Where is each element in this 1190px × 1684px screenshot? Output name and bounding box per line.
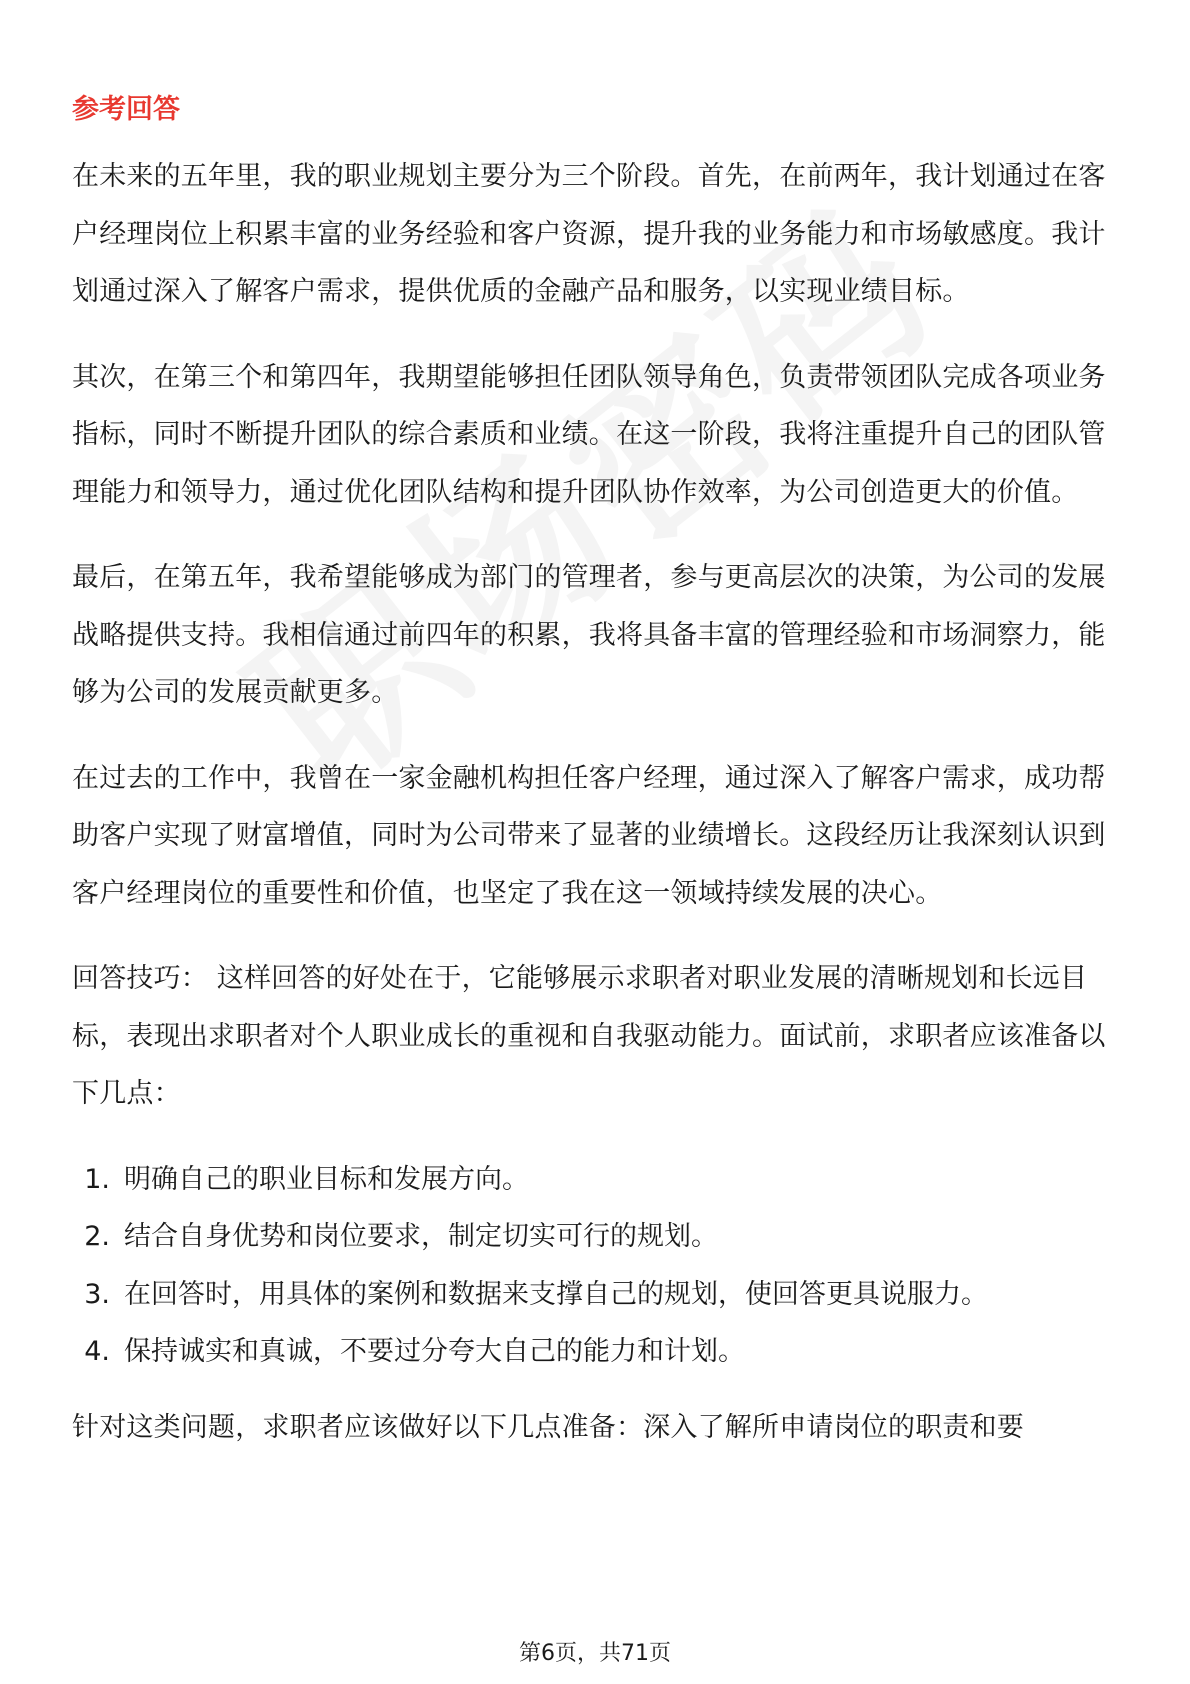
list-item-text: 结合自身优势和岗位要求，制定切实可行的规划。 bbox=[124, 1221, 718, 1252]
page-content bbox=[72, 90, 1122, 1484]
list-item-number: 4. bbox=[84, 1336, 110, 1367]
paragraph-4: 在过去的工作中，我曾在一家金融机构担任客户经理，通过深入了解客户需求，成功帮助客户实现了财富增值，同时为公司带来了显著的业绩增长。这段经历让我深刻认识到客户经理岗位的重要性和价值，也坚定了我在这一领域持续发展的决心。 bbox=[72, 762, 1106, 909]
list-item-number: 1. bbox=[84, 1163, 110, 1195]
list-item bbox=[72, 1266, 1122, 1324]
paragraph-2: 其次，在第三个和第四年，我期望能够担任团队领导角色，负责带领团队完成各项业务指标，同时不断提升团队的综合素质和业绩。在这一阶段，我将注重提升自己的团队管理能力和领导力，通过优化团队结构和提升团队协作效率，为公司创造更大的价值。 bbox=[72, 361, 1106, 508]
paragraph-3: 最后，在第五年，我希望能够成为部门的管理者，参与更高层次的决策，为公司的发展战略提供支持。我相信通过前四年的积累，我将具备丰富的管理经验和市场洞察力，能够为公司的发展贡献更多。 bbox=[72, 562, 1106, 708]
list-item-text: 明确自己的职业目标和发展方向。 bbox=[124, 1163, 529, 1195]
paragraph-1: 在未来的五年里，我的职业规划主要分为三个阶段。首先，在前两年，我计划通过在客户经理岗位上积累丰富的业务经验和客户资源，提升我的业务能力和市场敏感度。我计划通过深入了解客户需求，提供优质的金融产品和服务，以实现业绩目标。 bbox=[72, 161, 1106, 307]
closing-paragraph: 针对这类问题，求职者应该做好以下几点准备：深入了解所申请岗位的职责和要 bbox=[72, 1411, 1024, 1443]
list-item-text: 保持诚实和真诚，不要过分夸大自己的能力和计划。 bbox=[124, 1336, 745, 1367]
section-heading: 参考回答 bbox=[72, 94, 180, 125]
list-item-text: 在回答时，用具体的案例和数据来支撑自己的规划，使回答更具说服力。 bbox=[124, 1278, 988, 1310]
list-item-number: 2. bbox=[84, 1221, 110, 1252]
list-item bbox=[72, 1208, 1122, 1266]
page-number: 第6页，共71页 bbox=[519, 1641, 671, 1666]
list-item-number: 3. bbox=[84, 1278, 110, 1310]
tips-list bbox=[72, 1151, 1122, 1381]
answer-tips-paragraph: 回答技巧： 这样回答的好处在于，它能够展示求职者对职业发展的清晰规划和长远目标，表现出求职者对个人职业成长的重视和自我驱动能力。面试前，求职者应该准备以下几点： bbox=[72, 963, 1106, 1109]
list-item bbox=[72, 1151, 1122, 1209]
list-item bbox=[72, 1323, 1122, 1381]
